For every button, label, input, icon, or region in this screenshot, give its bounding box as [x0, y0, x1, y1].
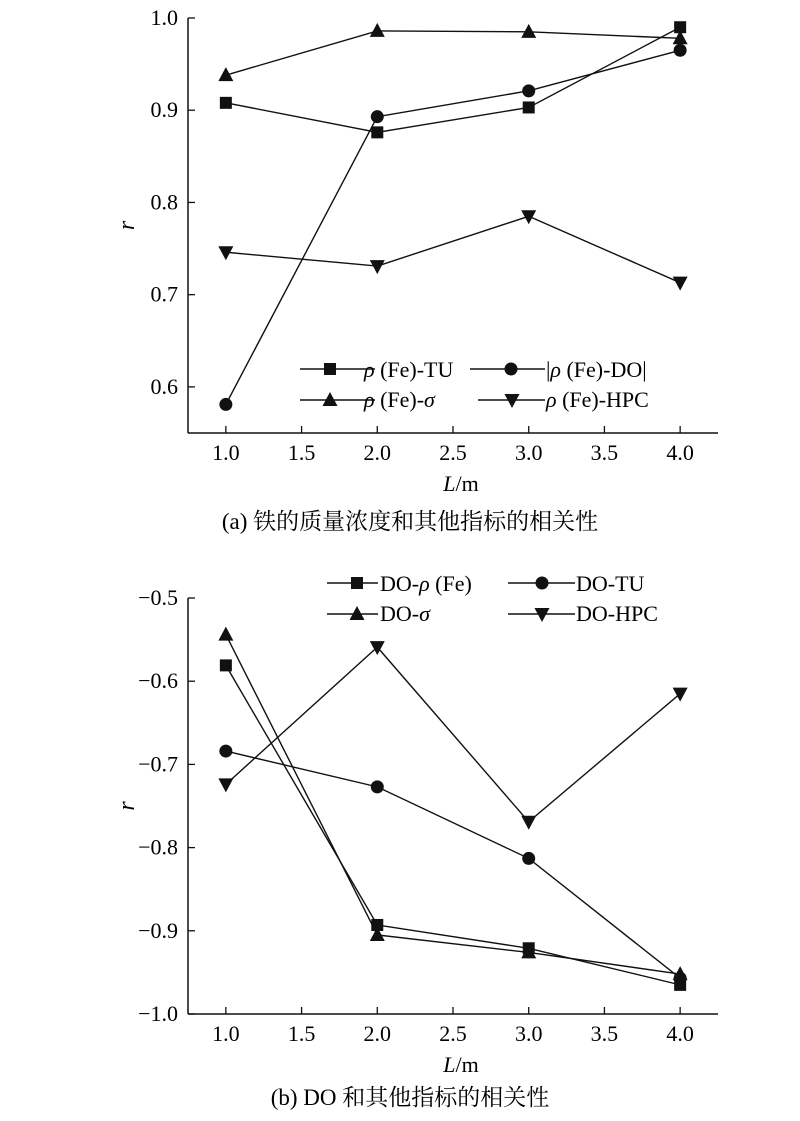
series-line: [226, 635, 680, 974]
x-tick-label: 2.0: [363, 1021, 392, 1046]
x-tick-label: 1.5: [287, 1021, 316, 1046]
data-point: [522, 852, 535, 865]
data-point: [371, 780, 384, 793]
legend-item: [300, 357, 453, 382]
data-point: [522, 84, 535, 97]
x-tick-label: 2.0: [363, 440, 392, 465]
legend-label: DO-HPC: [576, 601, 658, 626]
y-axis-label: r: [114, 220, 140, 231]
y-tick-label: −0.9: [138, 917, 178, 943]
data-point: [219, 745, 232, 758]
legend-marker: [535, 608, 550, 622]
legend-item: [478, 387, 649, 412]
legend-label: ρ (Fe)-HPC: [546, 387, 649, 412]
series-line: [226, 50, 680, 404]
data-point: [218, 778, 233, 792]
y-tick-label: 0.9: [150, 97, 178, 123]
series-1: [220, 659, 686, 990]
legend-item: [327, 571, 472, 596]
x-axis-label: L/m: [443, 1052, 479, 1077]
legend-label: ρ (Fe)-TU: [364, 357, 454, 382]
series-1: [220, 21, 686, 138]
legend: [300, 357, 649, 412]
data-point: [218, 627, 233, 641]
x-tick-label: 1.0: [212, 1021, 240, 1046]
legend-label: DO-TU: [576, 571, 645, 596]
legend-marker: [505, 363, 518, 376]
y-tick-label: −1.0: [138, 1001, 178, 1026]
legend-label: DO-ρ (Fe): [380, 571, 472, 596]
data-point: [521, 816, 536, 830]
legend-item: [508, 601, 658, 626]
series-line: [226, 216, 680, 282]
legend-marker: [324, 363, 336, 375]
y-tick-label: 1.0: [150, 5, 178, 30]
data-point: [219, 398, 232, 411]
series-line: [226, 27, 680, 132]
data-point: [371, 110, 384, 123]
series-4: [218, 641, 687, 830]
legend-label: DO-σ: [380, 601, 430, 626]
series-line: [226, 647, 680, 822]
series-3: [218, 23, 687, 81]
series-2: [219, 745, 686, 985]
x-tick-label: 3.0: [514, 440, 543, 465]
data-point: [521, 24, 536, 38]
x-tick-label: 1.0: [212, 440, 240, 465]
y-tick-label: −0.5: [138, 585, 178, 610]
legend-item: [327, 601, 431, 626]
legend-label: |ρ (Fe)-DO|: [546, 357, 647, 382]
y-axis-label: r: [114, 801, 140, 811]
data-point: [371, 126, 383, 138]
legend-item: [300, 387, 436, 412]
y-tick-label: 0.7: [150, 281, 178, 307]
data-point: [370, 260, 385, 274]
legend-marker: [323, 392, 338, 406]
x-tick-label: 1.5: [287, 440, 316, 465]
y-tick-label: −0.8: [138, 834, 178, 860]
y-tick-label: 0.8: [150, 189, 178, 215]
chart-caption: (a) 铁的质量浓度和其他指标的相关性: [221, 509, 599, 534]
series-line: [226, 665, 680, 984]
x-tick-label: 3.5: [590, 440, 619, 465]
y-tick-label: 0.6: [150, 373, 178, 399]
data-point: [673, 688, 688, 702]
legend-marker: [536, 577, 549, 590]
x-tick-label: 2.5: [439, 440, 467, 465]
data-point: [220, 97, 232, 109]
x-tick-label: 3.5: [590, 1021, 619, 1046]
legend-item: [470, 357, 647, 382]
chart-b: [114, 571, 718, 1110]
series-4: [218, 210, 687, 290]
data-point: [674, 44, 687, 57]
x-tick-label: 4.0: [666, 440, 694, 465]
legend-marker: [350, 606, 365, 620]
y-tick-label: −0.7: [138, 751, 178, 777]
chart-caption: (b) DO 和其他指标的相关性: [270, 1085, 550, 1110]
y-tick-label: −0.6: [138, 668, 178, 694]
series-3: [218, 627, 687, 980]
legend-marker: [351, 577, 363, 589]
legend-item: [508, 571, 645, 596]
x-ticks: [212, 426, 694, 465]
y-ticks: [138, 585, 195, 1026]
data-point: [523, 101, 535, 113]
x-tick-label: 2.5: [439, 1021, 467, 1046]
x-ticks: [212, 1007, 694, 1046]
x-axis-label: L/m: [443, 471, 479, 496]
legend-marker: [505, 394, 520, 408]
series-2: [219, 44, 686, 411]
data-point: [673, 277, 688, 291]
data-point: [220, 659, 232, 671]
data-point: [370, 23, 385, 37]
x-tick-label: 3.0: [514, 1021, 543, 1046]
legend-label: ρ (Fe)-σ: [364, 387, 435, 412]
legend: [327, 571, 658, 626]
x-tick-label: 4.0: [666, 1021, 694, 1046]
chart-a: [114, 5, 718, 534]
